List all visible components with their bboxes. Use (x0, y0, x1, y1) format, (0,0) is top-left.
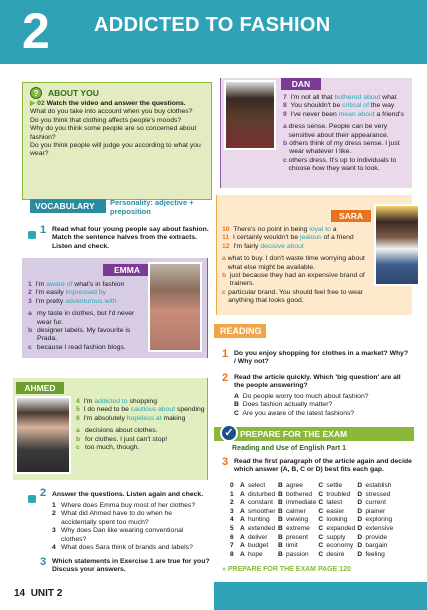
gap-number: 7 (230, 542, 234, 550)
answer-option: limit (286, 542, 298, 550)
answer-option: looking (326, 516, 348, 524)
answer-option: extensive (365, 524, 394, 532)
answer-row (230, 491, 395, 500)
question-item: 2 What did Ahmed have to do when he accidentally spent too much? (52, 510, 173, 526)
option-letter: A (240, 499, 245, 507)
answer-row (230, 551, 395, 560)
option-letter: A (240, 550, 245, 558)
gap-number: 4 (230, 516, 234, 524)
option-letter: C (318, 490, 324, 498)
answer-option: plainer (365, 507, 386, 515)
option-line: b designer labels. My favourite is Prada. (28, 327, 131, 343)
checkmark-icon: ✓ (220, 424, 238, 442)
answer-option: latest (326, 499, 343, 507)
about-question: Do you think that clothing affects people's moods? (30, 116, 182, 124)
option-letter: A (240, 490, 245, 498)
sentence-line: 4 I'm addicted to shopping (76, 398, 158, 405)
answer-options-table (230, 482, 395, 559)
sentence-line: 10 There's no point in being loyal to a (222, 226, 337, 233)
option-letter: B (278, 490, 283, 498)
answer-option: hope (248, 550, 263, 558)
option-line: B Does fashion actually matter? (234, 401, 333, 409)
option-letter: B (278, 507, 283, 515)
option-line: c others dress. It's up to individuals to choose how they want to look. (283, 156, 397, 173)
exercise-number: 1 (40, 224, 47, 236)
answer-option: feeling (365, 550, 385, 558)
exercise-2-questions (52, 502, 212, 552)
option-letter: B (278, 542, 283, 550)
answer-option: bargain (365, 542, 388, 550)
answer-row (230, 542, 395, 551)
video-code: 02 (37, 100, 45, 107)
sara-photo (374, 204, 420, 286)
exercise-number: 3 (40, 556, 47, 568)
option-letter: B (278, 482, 283, 489)
answer-option: agree (286, 482, 303, 489)
answer-option: establish (365, 482, 392, 489)
audio-icon[interactable] (28, 226, 38, 244)
option-letter: B (278, 533, 283, 541)
answer-row (230, 508, 395, 517)
answer-option: smoother (248, 507, 276, 515)
sentence-line: 1 I'm aware of what's in fashion (28, 281, 125, 288)
exam-footer-link[interactable]: » PREPARE FOR THE EXAM PAGE 120 (222, 566, 351, 573)
sara-name-tag: SARA (331, 210, 371, 222)
answer-row (230, 499, 395, 508)
answer-option: hunting (248, 516, 270, 524)
option-line: a what to buy. I don't waste time worrying about what else might be available. (222, 255, 365, 271)
option-letter: D (357, 490, 363, 498)
option-letter: B (278, 499, 283, 507)
sentence-line: 9 I've never been mean about a friend's (283, 110, 404, 118)
exam-banner: PREPARE FOR THE EXAM (214, 427, 414, 441)
option-letter: A (240, 533, 245, 541)
option-letter: D (357, 550, 363, 558)
sentence-line: 7 I'm not all that bothered about what (283, 94, 397, 101)
option-letter: A (240, 524, 245, 532)
answer-option: economy (326, 542, 354, 550)
answer-option: settle (326, 482, 343, 489)
question-item: 4 What does Sara think of brands and labels? (52, 544, 193, 552)
answer-option: deliver (248, 533, 268, 541)
answer-row (230, 525, 395, 534)
about-content (30, 100, 208, 159)
video-icon[interactable]: ▶ (30, 100, 36, 107)
option-line: b just because they had an expensive brand of trainers. (222, 272, 365, 288)
answer-option: extended (248, 524, 276, 532)
answer-option: calmer (286, 507, 306, 515)
sara-lines (222, 226, 372, 306)
answer-option: provide (365, 533, 388, 541)
option-letter: B (278, 524, 283, 532)
option-letter: A (240, 482, 245, 489)
answer-option: desire (326, 550, 345, 558)
exercise-3-instruction: Which statements in Exercise 1 are true for you? Discuss your answers. (52, 558, 210, 574)
gap-number: 3 (230, 507, 234, 515)
exam-subtitle: Reading and Use of English Part 1 (232, 445, 346, 452)
option-letter: A (240, 542, 245, 550)
ahmed-name-tag: AHMED (16, 382, 64, 394)
option-letter: C (318, 499, 324, 507)
exercise-number: 2 (40, 487, 47, 499)
reading-question-1: Do you enjoy shopping for clothes in a market? Why? / Why not? (234, 350, 409, 366)
option-line: a my taste in clothes, but I'd never wear fur. (28, 310, 135, 326)
emma-name-tag: EMMA (103, 264, 151, 276)
option-line: c because I read fashion blogs. (28, 343, 126, 351)
answer-option: passion (286, 550, 309, 558)
sentence-line: 2 I'm easily impressed by (28, 289, 106, 297)
answer-option: present (286, 533, 308, 541)
option-line: a dress sense. People can be very sensitive about their appearance. (283, 123, 389, 139)
about-instruction: Watch the video and answer the questions. (46, 100, 186, 107)
option-line: A Do people worry too much about fashion? (234, 393, 369, 400)
option-letter: D (357, 542, 363, 550)
reading-banner: READING (214, 324, 266, 338)
dan-lines (283, 94, 411, 174)
answer-option: constant (248, 499, 273, 507)
gap-number: 6 (230, 533, 234, 541)
option-line: C Are you aware of the latest fashions? (234, 409, 355, 417)
answer-option: stressed (365, 490, 391, 498)
answer-option: bothered (286, 490, 313, 498)
sentence-line: 5 I do need to be cautious about spending (76, 406, 205, 414)
reading-options (234, 393, 412, 418)
emma-photo (148, 262, 202, 352)
about-question: Do you think people will judge you according to what you wear? (30, 142, 201, 158)
dan-photo (224, 80, 276, 150)
question-item: 1 Where does Emma buy most of her clothes? (52, 502, 196, 509)
gap-number: 8 (230, 550, 234, 558)
emma-lines (28, 281, 146, 352)
option-letter: D (357, 499, 363, 507)
answer-row (230, 516, 395, 525)
answer-option: troubled (326, 490, 351, 498)
option-line: b for clothes. I just can't stop! (76, 435, 168, 443)
vocabulary-subtitle: Personality: adjective + preposition (110, 198, 194, 216)
option-letter: A (240, 507, 245, 515)
answer-option: current (365, 499, 386, 507)
option-letter: C (318, 533, 324, 541)
answer-row (230, 482, 395, 491)
answer-option: supply (326, 533, 346, 541)
gap-number: 2 (230, 499, 234, 507)
option-letter: C (318, 482, 324, 489)
answer-option: easier (326, 507, 345, 515)
option-letter: C (318, 507, 324, 515)
exam-instruction: Read the first paragraph of the article again and decide which answer (A, B, C or D) best fits each gap. (234, 458, 412, 474)
exercise-number: 2 (222, 372, 229, 384)
option-line: c too much, though. (76, 444, 140, 452)
sentence-line: 11 I certainly wouldn't be jealous of a friend (222, 234, 354, 242)
gap-number: 5 (230, 524, 234, 532)
sentence-line: 8 You shouldn't be critical of the way (283, 102, 395, 110)
answer-option: expanded (326, 524, 356, 532)
about-question: Why do you think some people are so concerned about fashion? (30, 125, 197, 141)
answer-option: exploring (365, 516, 393, 524)
option-letter: D (357, 507, 363, 515)
about-heading: ABOUT YOU (48, 88, 99, 98)
about-question: What do you take into account when you buy clothes? (30, 108, 193, 116)
option-letter: B (278, 516, 283, 524)
question-item: 3 Why does Dan like wearing conventional clothes? (52, 527, 184, 543)
option-line: a decisions about clothes. (76, 427, 158, 435)
question-icon: ? (30, 87, 42, 99)
option-line: c particular brand. You should feel free to wear anything that looks good. (222, 288, 363, 305)
gap-number: 1 (230, 490, 234, 498)
exercise-2-instruction: Answer the questions. Listen again and check. (52, 491, 204, 498)
option-line: b others think of my dress sense. I just wear whatever I like. (283, 140, 400, 156)
option-letter: C (318, 516, 324, 524)
option-letter: C (318, 542, 324, 550)
option-letter: D (357, 516, 363, 524)
option-letter: D (357, 482, 363, 489)
answer-option: select (248, 482, 266, 489)
reading-question-2: Read the article quickly. Which 'big question' are all the people answering? (234, 374, 401, 390)
exercise-number: 1 (222, 348, 229, 360)
exercise-1-instruction: Read what four young people say about fashion. Match the sentence halves from the extracts. Listen and check. (52, 226, 209, 250)
option-letter: C (318, 524, 324, 532)
option-letter: A (240, 516, 245, 524)
answer-option: extreme (286, 524, 310, 532)
sentence-line: 12 I'm fairly decisive about (222, 242, 304, 250)
answer-option: disturbed (248, 490, 276, 498)
ahmed-lines (76, 398, 206, 452)
gap-number: 0 (230, 482, 234, 489)
option-letter: D (357, 533, 363, 541)
answer-option: immediate (286, 499, 317, 507)
option-letter: B (278, 550, 283, 558)
option-letter: D (357, 524, 363, 532)
dan-name-tag: DAN (281, 78, 321, 90)
answer-row (230, 534, 395, 543)
ahmed-photo (15, 396, 71, 474)
vocabulary-banner: VOCABULARY (30, 199, 106, 213)
answer-option: budget (248, 542, 269, 550)
answer-option: viewing (286, 516, 308, 524)
sentence-line: 6 I'm absolutely hopeless at making (76, 414, 186, 422)
unit-title: ADDICTED TO FASHION (94, 14, 331, 36)
unit-number: 2 (22, 3, 50, 59)
page-number: 14 UNIT 2 (14, 588, 63, 599)
audio-icon[interactable] (28, 490, 38, 508)
exercise-number: 3 (222, 456, 229, 468)
sentence-line: 3 I'm pretty adventurous with (28, 297, 117, 305)
option-letter: C (318, 550, 324, 558)
